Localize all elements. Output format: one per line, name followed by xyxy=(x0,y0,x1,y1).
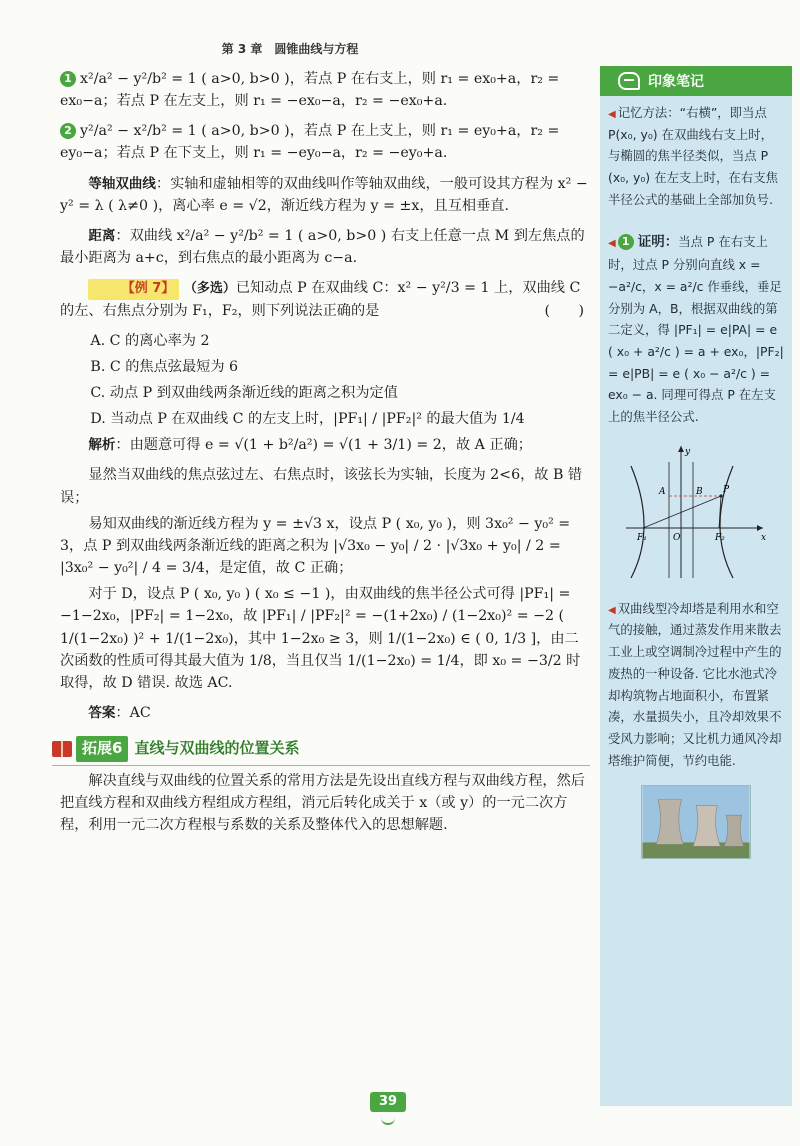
triangle-marker-icon: ◀ xyxy=(608,237,616,249)
y-axis-arrow xyxy=(678,446,684,452)
x-axis-arrow xyxy=(757,525,763,531)
sidebar-notes xyxy=(600,66,792,1106)
item-number-1: 1 xyxy=(60,71,76,87)
distance-label: 距离 xyxy=(88,227,116,244)
note-1-text: 记忆方法：“右横”，即当点 P(x₀, y₀) 在双曲线右支上时，与椭圆的焦半径类似，当点 P (x₀, y₀) 在左支上时，在右支焦半径公式的基础上全部加负号. xyxy=(608,105,778,207)
equilateral-hyperbola-paragraph xyxy=(60,173,590,217)
triangle-marker-icon: ◀ xyxy=(608,604,616,616)
segment-pf1 xyxy=(643,496,721,528)
label-f2: F₂ xyxy=(715,532,725,543)
label-a: A xyxy=(659,486,666,497)
hyperbola-left-branch xyxy=(631,466,644,578)
note-2-text: 当点 P 在右支上时，过点 P 分别向直线 x = −a²/c，x = a²/c 作垂线，垂足分别为 A，B，根据双曲线的第二定义，得 |PF₁| = e|PA| = e ( x₀ + a²/c ) = a + ex₀，|PF₂| = e|PB| = e ( x₀ − a²/c ) = ex₀ − a. 同理可得点 P 在左支上的焦半径公式. xyxy=(608,233,784,425)
page-ornament-icon xyxy=(381,1117,395,1125)
option-c: C. 动点 P 到双曲线两条渐近线的距离之积为定值 xyxy=(90,384,398,401)
hyperbola-right-branch xyxy=(720,466,733,578)
label-y: y xyxy=(685,446,691,457)
item-1-text: x²/a² − y²/b² = 1 ( a>0, b>0 )，若点 P 在右支上，则 r₁ = ex₀+a，r₂ = ex₀−a；若点 P 在左支上，则 r₁ = −ex₀−a，r₂ = −ex₀+a. xyxy=(60,71,560,110)
solution-part-4: 对于 D，设点 P ( x₀, y₀ ) ( x₀ ≤ −1 )，由双曲线的焦半径公式可得 |PF₁| = −1−2x₀，|PF₂| = 1−2x₀，故 |PF₁| / |PF₂|² = −(1+2x₀) / (1−2x₀)² = −2 ( 1/(1−2x₀) )² + 1/(1−2x₀)，其中 1−2x₀ ≥ 3，则 1/(1−2x₀) ∈ ( 0, 1/3 ]，由二次函数的性质可得其最大值为 1/8，当且仅当 1/(1−2x₀) = 1/4，即 x₀ = −3/2 时取得，故 D 错误. 故选 AC. xyxy=(60,586,581,691)
section-heading xyxy=(52,736,590,761)
example-7-stem xyxy=(60,277,590,321)
distance-paragraph xyxy=(60,225,590,269)
note-3-text: 双曲线型冷却塔是利用水和空气的接触，通过蒸发作用来散去工业上或空调制冷过程中产生的废热的一种设备. 它比水池式冷却构筑物占地面积小，布置紧凑，水量损失小，且冷却效果不受风力影响；又比机力通风冷却塔维护简便，节约电能. xyxy=(608,600,782,768)
page-header xyxy=(0,40,580,57)
sidebar-note-3 xyxy=(600,592,792,772)
option-a: A. C 的离心率为 2 xyxy=(90,332,210,349)
example-tag: 【例 7】 xyxy=(88,279,179,299)
solution-text-1: ：由题意可得 e = √(1 + b²/a²) = √(1 + 3/1) = 2，故 A 正确； xyxy=(115,437,532,454)
sidebar-note-2 xyxy=(600,225,792,428)
sidebar-title: 印象笔记 xyxy=(648,74,704,90)
label-p: P xyxy=(723,484,730,495)
answer-line xyxy=(60,702,590,724)
section-rule xyxy=(52,765,590,766)
chapter-title: 第 3 章 圆锥曲线与方程 xyxy=(221,42,359,56)
label-o: O xyxy=(673,532,681,543)
label-f1: F₁ xyxy=(637,532,647,543)
answer-text: ：AC xyxy=(115,705,151,722)
triangle-marker-icon: ◀ xyxy=(608,109,616,120)
main-content xyxy=(60,68,590,844)
cooling-tower-photo xyxy=(641,785,751,859)
page-number: 39 xyxy=(370,1092,406,1112)
section-tag: 拓展6 xyxy=(76,736,128,761)
hyperbola-diagram xyxy=(621,442,771,582)
book-icon xyxy=(52,741,72,757)
item-number-2: 2 xyxy=(60,123,76,139)
distance-text: ：双曲线 x²/a² − y²/b² = 1 ( a>0, b>0 ) 右支上任意一点 M 到左焦点的最小距离为 a+c，到右焦点的最小距离为 c−a. xyxy=(60,227,585,267)
example-text: 已知动点 P 在双曲线 C：x² − y²/3 = 1 上，双曲线 C 的左、右焦点分别为 F₁，F₂，则下列说法正确的是 xyxy=(60,280,581,319)
solution-label: 解析 xyxy=(88,437,116,454)
sidebar-header xyxy=(600,66,792,96)
solution-part-3: 易知双曲线的渐近线方程为 y = ±√3 x，设点 P ( x₀, y₀ )，则 3x₀² − y₀² = 3，点 P 到双曲线两条渐近线的距离之积为 |√3x₀ − y₀| / 2 · |√3x₀ + y₀| / 2 = |3x₀² − y₀²| / 4 = 3/4，是定值，故 C 正确； xyxy=(60,515,571,577)
solution-part-1 xyxy=(60,434,590,456)
focal-radius-item-1 xyxy=(60,68,590,112)
note-2-number: 1 xyxy=(618,234,634,250)
option-b: B. C 的焦点弦最短为 6 xyxy=(90,358,239,375)
note-bubble-icon xyxy=(618,72,640,90)
sidebar-note-1 xyxy=(600,96,792,211)
label-x: x xyxy=(761,532,767,543)
item-2-text: y²/a² − x²/b² = 1 ( a>0, b>0 )，若点 P 在上支上，则 r₁ = ey₀+a，r₂ = ey₀−a；若点 P 在下支上，则 r₁ = −ey₀−a，r₂ = −ey₀+a. xyxy=(60,123,560,162)
equilateral-text: ：实轴和虚轴相等的双曲线叫作等轴双曲线，一般可设其方程为 x² − y² = λ ( λ≠0 )，离心率 e = √2，渐近线方程为 y = ±x，且互相垂直. xyxy=(60,175,588,214)
label-b: B xyxy=(696,486,703,497)
equilateral-label: 等轴双曲线 xyxy=(88,175,156,192)
answer-label: 答案 xyxy=(88,705,116,722)
multiple-choice-label: （多选） xyxy=(183,281,236,297)
option-d: D. 当动点 P 在双曲线 C 的左支上时，|PF₁| / |PF₂|² 的最大值为 1/4 xyxy=(90,411,525,428)
proof-label: 证明： xyxy=(637,233,679,250)
section-title: 直线与双曲线的位置关系 xyxy=(134,739,300,758)
solution-part-2: 显然当双曲线的焦点弦过左、右焦点时，该弦长为实轴，长度为 2<6，故 B 错误； xyxy=(60,467,583,506)
focal-radius-item-2 xyxy=(60,120,590,164)
answer-paren: ( ) xyxy=(544,302,584,319)
section-paragraph: 解决直线与双曲线的位置关系的常用方法是先设出直线方程与双曲线方程，然后把直线方程和双曲线方程组成方程组，消元后转化成关于 x（或 y）的一元二次方程，利用一元二次方程根与系数的关系及整体代入的思想解题. xyxy=(60,772,585,833)
